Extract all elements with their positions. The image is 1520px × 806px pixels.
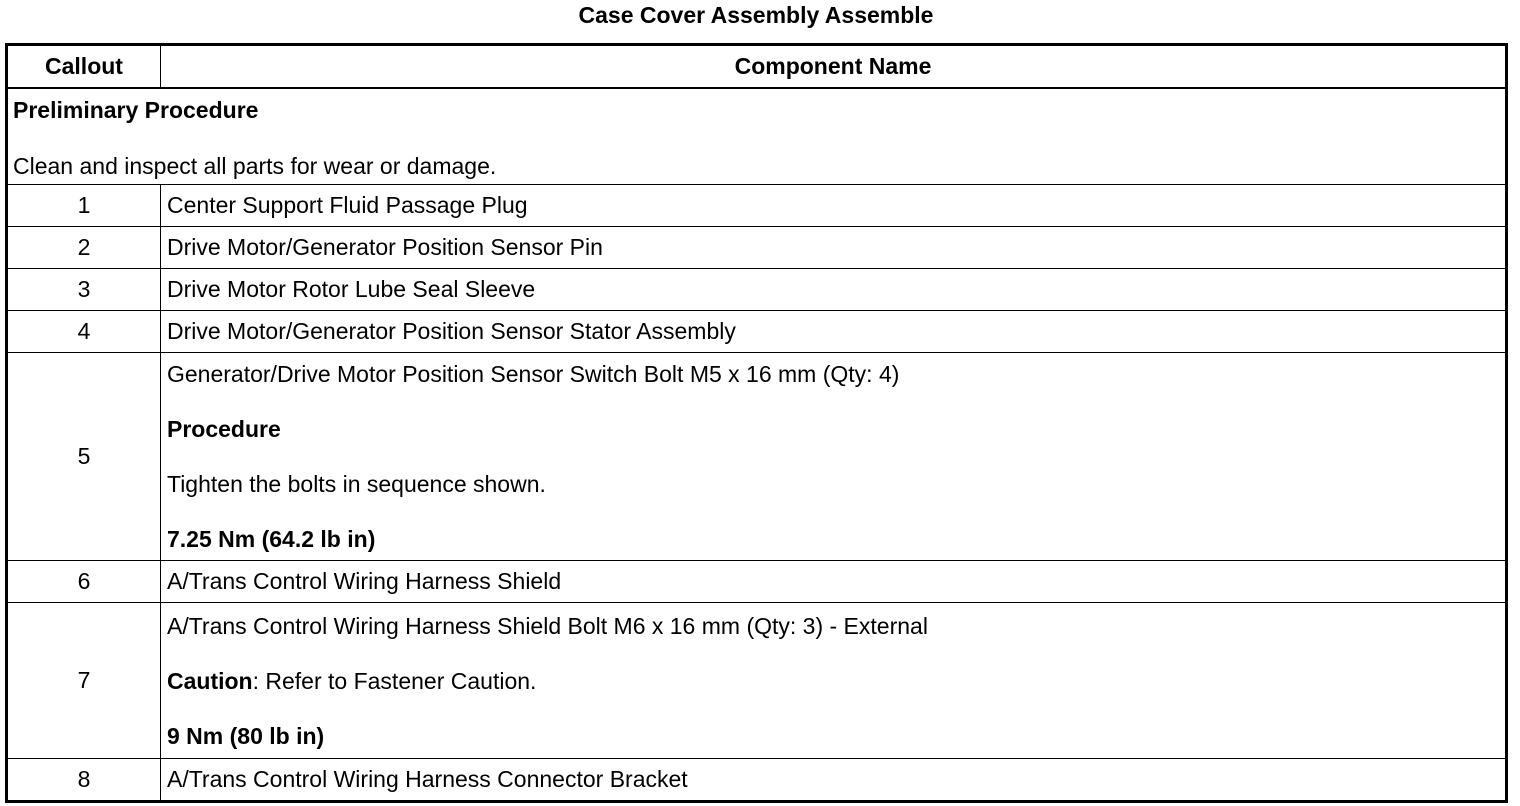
component-name: A/Trans Control Wiring Harness Connector Bracket (161, 759, 1507, 802)
table-row (7, 227, 1507, 269)
component-name: Drive Motor/Generator Position Sensor Pin (161, 227, 1507, 269)
caution-text: : Refer to Fastener Caution. (252, 667, 537, 694)
component-name: Center Support Fluid Passage Plug (161, 185, 1507, 227)
callout-number: 2 (7, 227, 161, 269)
component-name: Generator/Drive Motor Position Sensor Switch Bolt M5 x 16 mm (Qty: 4) (167, 361, 900, 387)
callout-number: 8 (7, 759, 161, 802)
component-name-header: Component Name (161, 45, 1507, 89)
preliminary-text: Clean and inspect all parts for wear or damage. (13, 153, 497, 179)
table-row (7, 311, 1507, 353)
table-row (7, 185, 1507, 227)
callout-number: 4 (7, 311, 161, 353)
table-row (7, 561, 1507, 603)
component-detail-cell (161, 353, 1507, 561)
callout-header: Callout (7, 45, 161, 89)
callout-number: 1 (7, 185, 161, 227)
component-name: A/Trans Control Wiring Harness Shield Bolt M6 x 16 mm (Qty: 3) - External (167, 612, 928, 639)
table-row (7, 269, 1507, 311)
component-name: Drive Motor Rotor Lube Seal Sleeve (161, 269, 1507, 311)
component-detail-cell (161, 603, 1507, 759)
table-header-row (7, 45, 1507, 89)
table-row (7, 353, 1507, 561)
table-row (7, 603, 1507, 759)
page-title: Case Cover Assembly Assemble (578, 2, 934, 28)
callout-number: 3 (7, 269, 161, 311)
procedure-label: Procedure (167, 416, 281, 442)
preliminary-cell (7, 88, 1507, 185)
caution-note (167, 668, 1505, 694)
preliminary-heading: Preliminary Procedure (13, 97, 259, 123)
components-table (5, 43, 1508, 803)
procedure-text: Tighten the bolts in sequence shown. (167, 471, 546, 497)
callout-number: 7 (7, 603, 161, 759)
torque-spec: 9 Nm (80 lb in) (167, 722, 325, 749)
component-name: A/Trans Control Wiring Harness Shield (161, 561, 1507, 603)
callout-number: 5 (7, 353, 161, 561)
caution-label: Caution (167, 667, 253, 694)
component-name: Drive Motor/Generator Position Sensor Stator Assembly (161, 311, 1507, 353)
torque-spec: 7.25 Nm (64.2 lb in) (167, 526, 376, 552)
table-row (7, 759, 1507, 802)
callout-number: 6 (7, 561, 161, 603)
preliminary-row (7, 88, 1507, 185)
